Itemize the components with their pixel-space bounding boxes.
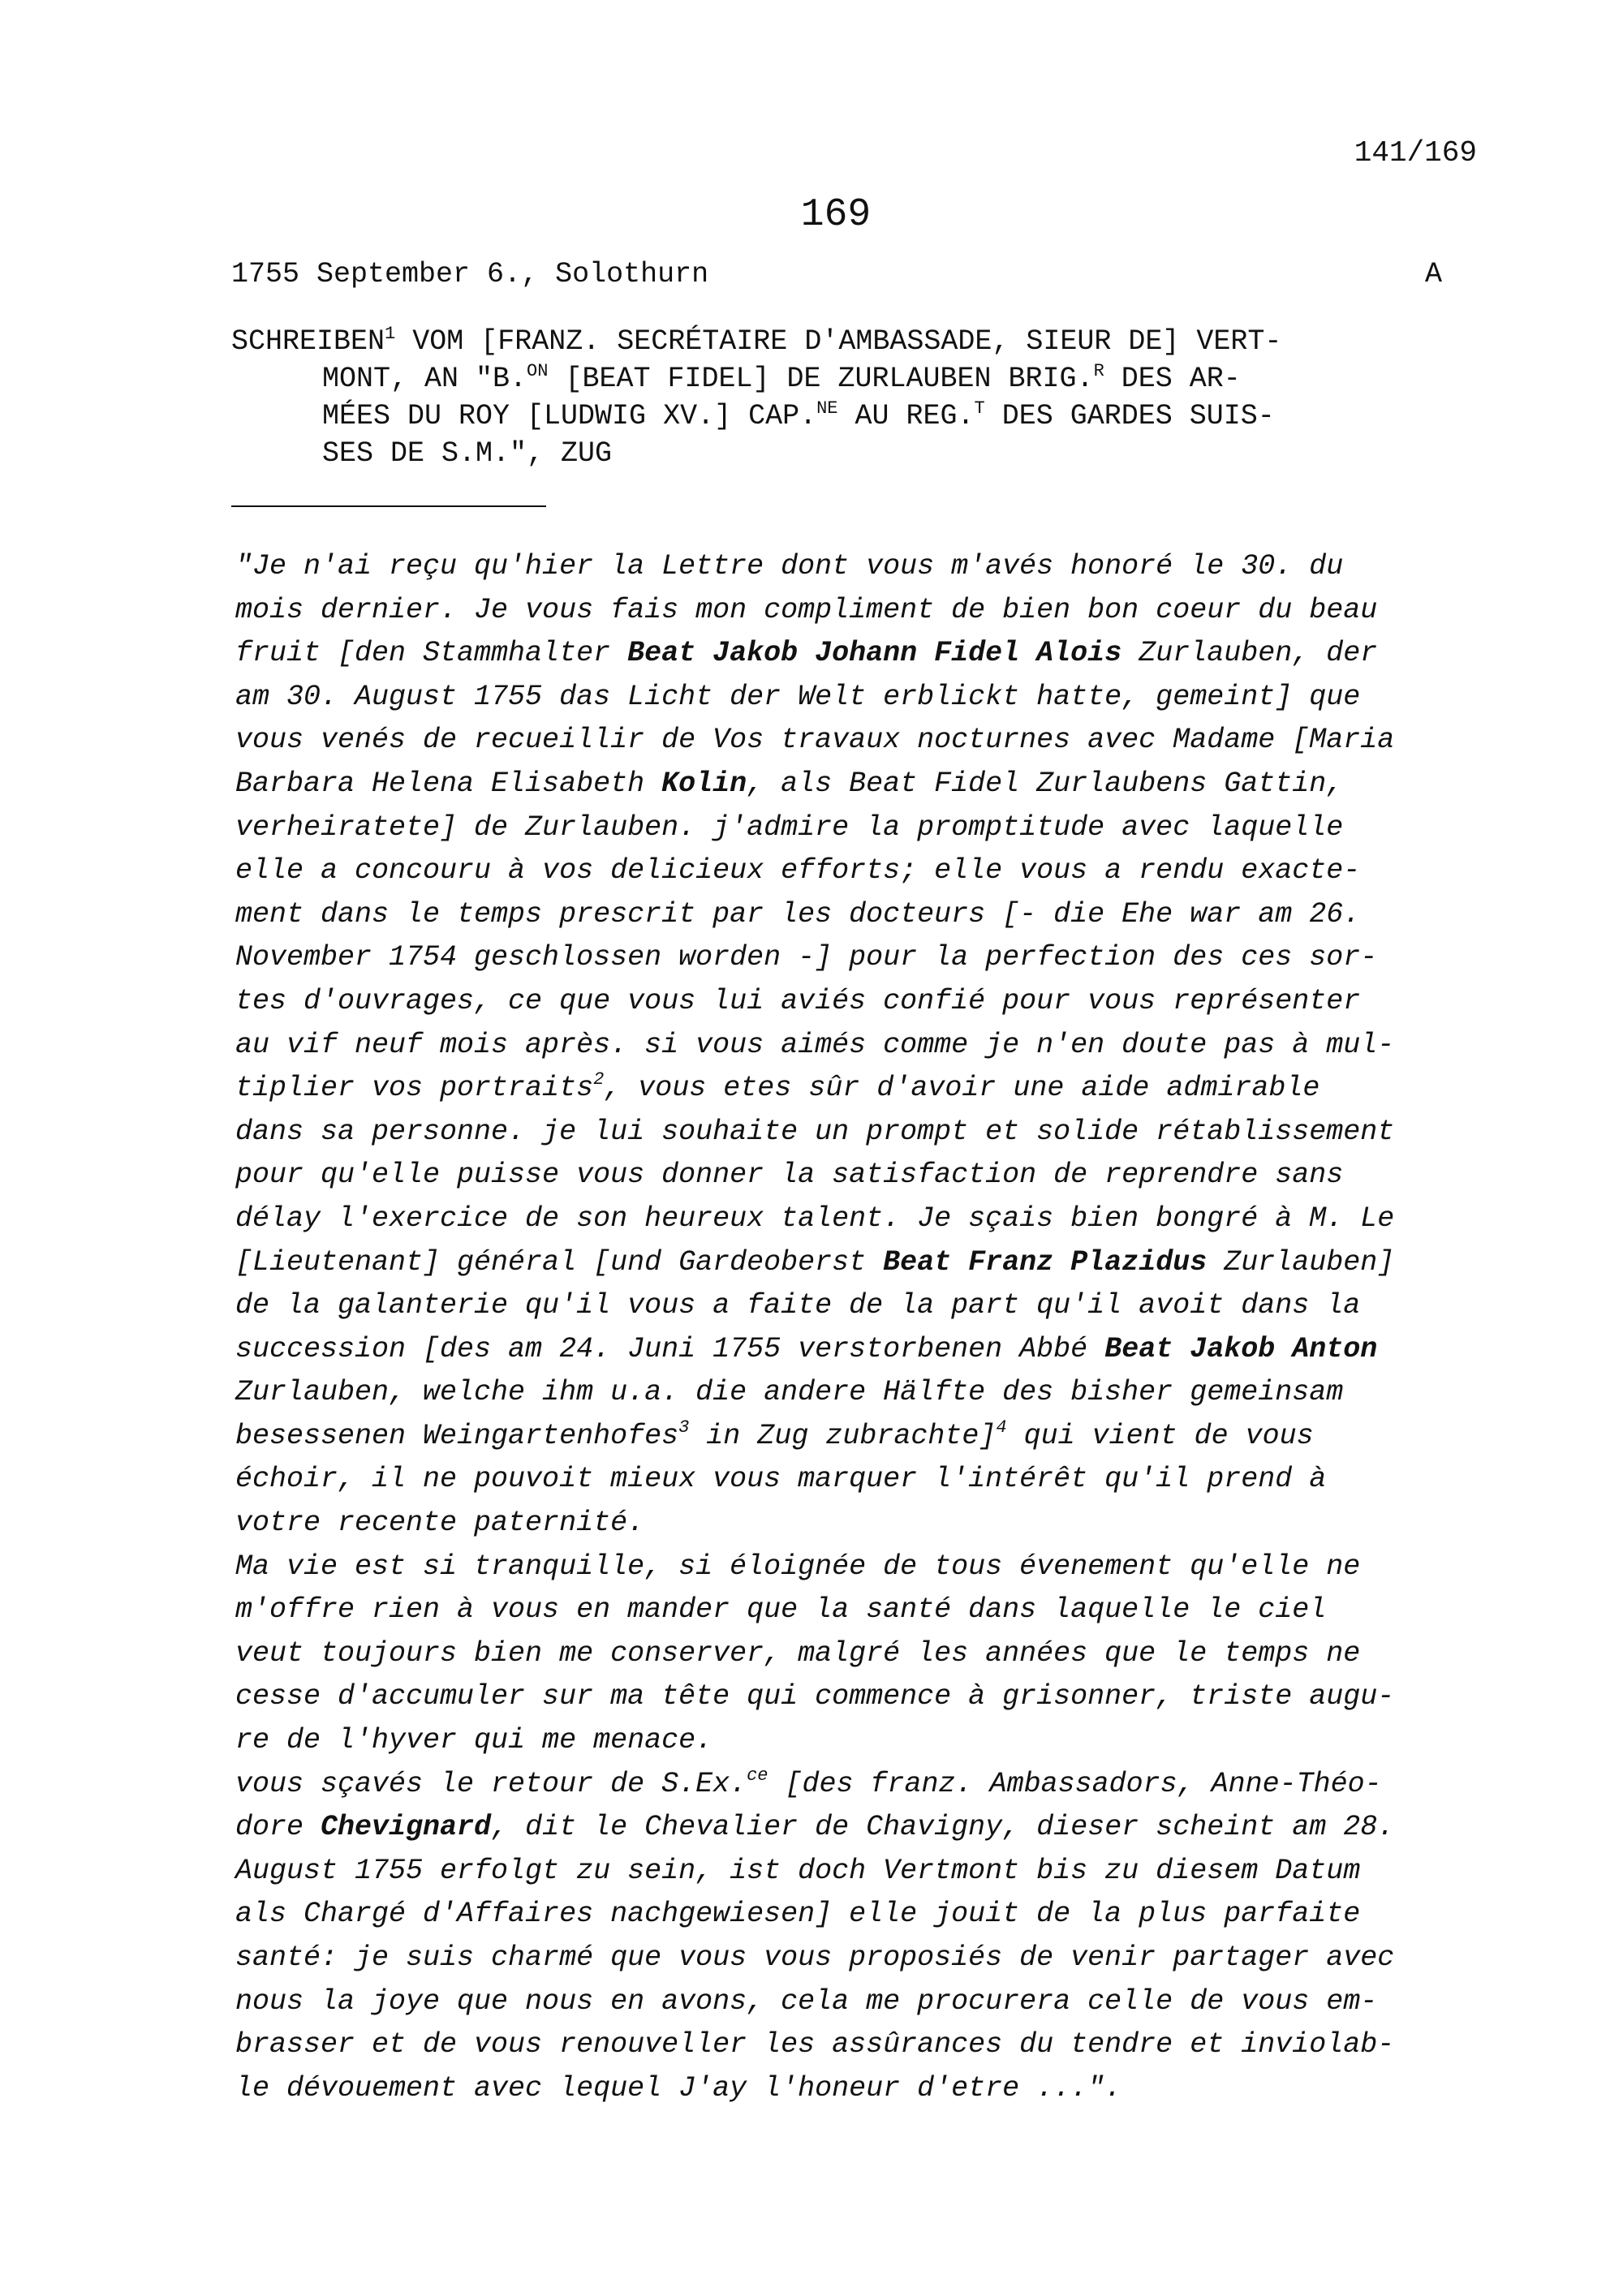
body-line: pour qu'elle puisse vous donner la satisfaction de reprendre sans <box>235 1159 1344 1192</box>
body-line: dans sa personne. je lui souhaite un prompt et solide rétablissement <box>235 1115 1395 1148</box>
separator-rule <box>231 505 546 507</box>
body-line: m'offre rien à vous en mander que la santé dans laquelle le ciel <box>235 1593 1327 1627</box>
body-line: fruit [den Stammhalter Beat Jakob Johann Fidel Alois Zurlauben, der <box>235 637 1378 670</box>
heading-line: SCHREIBEN$^1$ VOM [FRANZ. SECRÉTAIRE D'AMBASSADE, SIEUR DE] VERT- <box>231 324 1282 358</box>
body-line: succession [des am 24. Juni 1755 verstorbenen Abbé Beat Jakob Anton <box>235 1332 1378 1365</box>
body-line: nous la joye que nous en avons, cela me procurera celle de vous em- <box>235 1984 1378 2018</box>
body-line: Barbara Helena Elisabeth Kolin, als Beat Fidel Zurlaubens Gattin, <box>235 767 1344 800</box>
body-line: délay l'exercice de son heureux talent. Je sçais bien bongré à M. Le <box>235 1202 1395 1235</box>
footnote-ref: 4 <box>996 1417 1007 1438</box>
body-line: cesse d'accumuler sur ma tête qui commence à grisonner, triste augu- <box>235 1680 1395 1713</box>
person-name: Chevignard <box>321 1811 492 1844</box>
date-place: 1755 September 6., Solothurn <box>231 258 709 290</box>
person-name: Beat Franz Plazidus <box>883 1245 1208 1279</box>
letter-body <box>235 545 1477 2110</box>
body-line: "Je n'ai reçu qu'hier la Lettre dont vous m'avés honoré le 30. du <box>235 550 1344 583</box>
person-name: Beat Jakob Johann Fidel Alois <box>627 637 1122 670</box>
body-line: am 30. August 1755 das Licht der Welt erblickt hatte, gemeint] que <box>235 680 1361 713</box>
body-line: veut toujours bien me conserver, malgré les années que le temps ne <box>235 1636 1361 1670</box>
footnote-ref: 1 <box>385 324 396 344</box>
body-line: de la galanterie qu'il vous a faite de la part qu'il avoit dans la <box>235 1289 1361 1322</box>
body-line: [Lieutenant] général [und Gardeoberst Beat Franz Plazidus Zurlauben] <box>235 1245 1395 1279</box>
body-line: tes d'ouvrages, ce que vous lui aviés confié pour vous représenter <box>235 984 1361 1017</box>
body-line: échoir, il ne pouvoit mieux vous marquer l'intérêt qu'il prend à <box>235 1463 1327 1496</box>
person-name: Kolin <box>661 767 747 800</box>
document-number: 169 <box>800 193 872 237</box>
body-line: re de l'hyver qui me menace. <box>235 1724 713 1757</box>
body-line: vous sçavés le retour de S.Ex.$^{ce}$ [des franz. Ambassadors, Anne-Théo- <box>235 1765 1382 1800</box>
heading-line: SES DE S.M.", ZUG <box>322 437 613 470</box>
body-line: au vif neuf mois après. si vous aimés comme je n'en doute pas à mul- <box>235 1028 1395 1061</box>
heading-line: MONT, AN "B.$^{ON}$ [BEAT FIDEL] DE ZURLAUBEN BRIG.$^R$ DES AR- <box>322 361 1241 395</box>
document-heading <box>231 323 1477 472</box>
body-line: besessenen Weingartenhofes$^3$ in Zug zubrachte]$^4$ qui vient de vous <box>235 1417 1314 1452</box>
person-name: Beat Jakob Anton <box>1104 1332 1378 1365</box>
body-line: dore Chevignard, dit le Chevalier de Chavigny, dieser scheint am 28. <box>235 1811 1395 1844</box>
body-line: santé: je suis charmé que vous vous proposiés de venir partager avec <box>235 1941 1395 1974</box>
body-line: mois dernier. Je vous fais mon compliment de bien bon coeur du beau <box>235 593 1378 626</box>
body-line: votre recente paternité. <box>235 1507 645 1540</box>
date-line <box>231 258 1442 290</box>
body-line: brasser et de vous renouveller les assûrances du tendre et inviolab- <box>235 2028 1395 2062</box>
body-line: ment dans le temps prescrit par les docteurs [- die Ehe war am 26. <box>235 897 1361 931</box>
body-line: November 1754 geschlossen worden -] pour la perfection des ces sor- <box>235 941 1378 974</box>
body-line: elle a concouru à vos delicieux efforts; elle vous a rendu exacte- <box>235 854 1361 888</box>
page-reference: 141/169 <box>1354 136 1477 170</box>
body-line: verheiratete] de Zurlauben. j'admire la promptitude avec laquelle <box>235 810 1344 844</box>
body-line: Ma vie est si tranquille, si éloignée de tous évenement qu'elle ne <box>235 1550 1361 1583</box>
body-line: als Chargé d'Affaires nachgewiesen] elle jouit de la plus parfaite <box>235 1898 1361 1931</box>
tradition-marker: A <box>1424 258 1442 290</box>
footnote-ref: 3 <box>678 1417 690 1438</box>
body-line: Zurlauben, welche ihm u.a. die andere Hälfte des bisher gemeinsam <box>235 1376 1344 1409</box>
body-line: le dévouement avec lequel J'ay l'honeur d'etre ...". <box>235 2071 1122 2105</box>
body-line: vous venés de recueillir de Vos travaux nocturnes avec Madame [Maria <box>235 724 1395 757</box>
footnote-ref: 2 <box>593 1069 605 1090</box>
body-line: tiplier vos portraits$^2$, vous etes sûr d'avoir une aide admirable <box>235 1069 1320 1105</box>
body-line: August 1755 erfolgt zu sein, ist doch Vertmont bis zu diesem Datum <box>235 1854 1361 1887</box>
heading-line: MÉES DU ROY [LUDWIG XV.] CAP.$^{NE}$ AU REG.$^T$ DES GARDES SUIS- <box>322 398 1275 432</box>
